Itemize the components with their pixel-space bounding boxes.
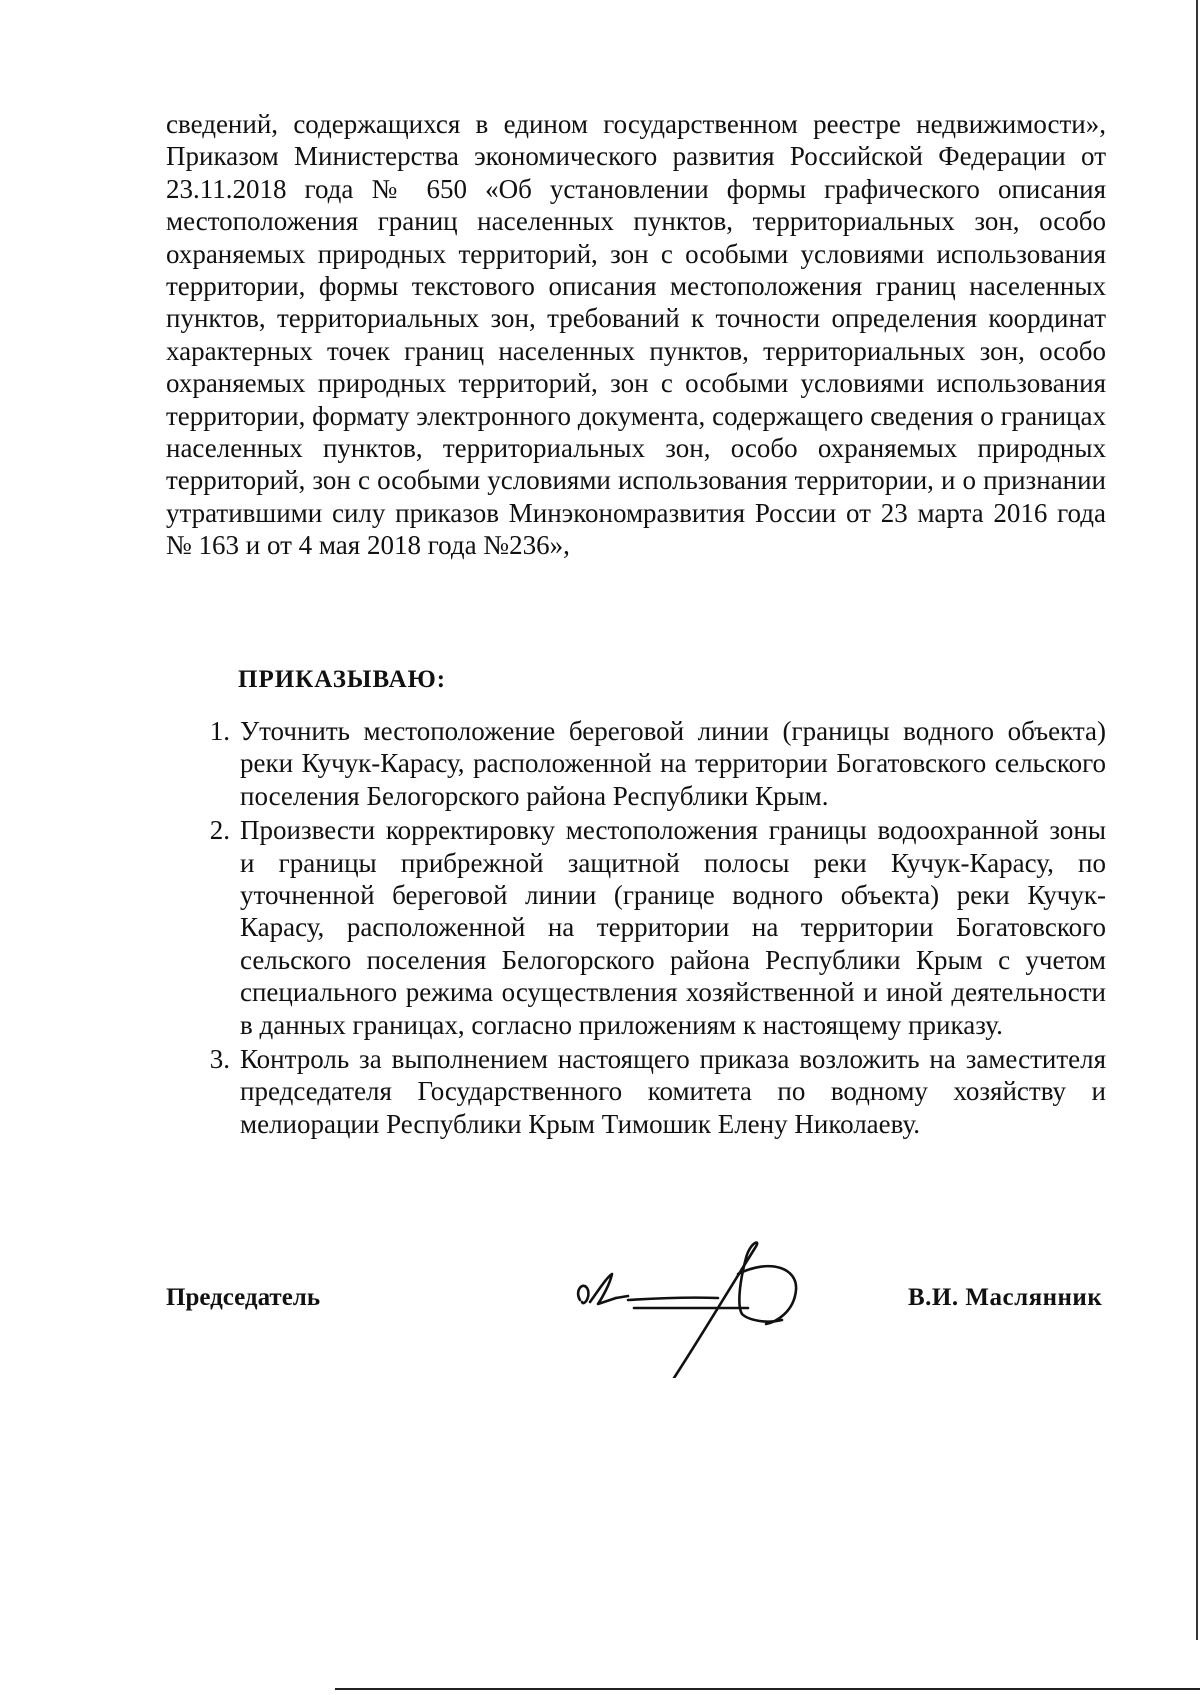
scan-edge-right [1196, 0, 1198, 1695]
intro-paragraph: сведений, содержащихся в едином государственном реестре недвижимости», Приказом Министерства экономического развития Российской Федерации от 23.11.2018 года № 650 «Об установлении формы графического описания местоположения границ населенных пунктов, территориальных зон, особо охраняемых природных территорий, зон с особыми условиями использования территории, формы текстового описания местоположения границ населенных пунктов, территориальных зон, требований к точности определения координат характерных точек границ населенных пунктов, территориальных зон, особо охраняемых природных территорий, зон с особыми условиями использования территории, формату электронного документа, содержащего сведения о границах населенных пунктов, территориальных зон, особо охраняемых природных территорий, зон с особыми условиями использования территории, и о признании утратившими силу приказов Минэкономразвития России от 23 марта 2016 года № 163 и от 4 мая 2018 года №236», [166, 109, 1106, 561]
handwritten-signature [570, 1228, 850, 1378]
list-item [166, 715, 1106, 812]
item-text: Уточнить местоположение береговой линии (границы водного объекта) реки Кучук-Карасу, расположенной на территории Богатовского сельского поселения Белогорского района Республики Крым. [240, 716, 1106, 811]
item-number: 2. [209, 815, 230, 846]
item-text: Контроль за выполнением настоящего приказа возложить на заместителя председателя Государственного комитета по водному хозяйству и мелиорации Республики Крым Тимошик Елену Николаеву. [240, 1044, 1106, 1139]
item-number: 3. [209, 1044, 230, 1075]
list-item [166, 814, 1106, 1041]
list-item [166, 1043, 1106, 1140]
order-items-list [166, 715, 1106, 1140]
item-text: Произвести корректировку местоположения границы водоохранной зоны и границы прибрежной защитной полосы реки Кучук-Карасу, по уточненной береговой линии (границе водного объекта) реки Кучук-Карасу, расположенной на территории на территории Богатовского сельского поселения Белогорского района Республики Крым с учетом специального режима осуществления хозяйственной и иной деятельности в данных границах, согласно приложениям к настоящему приказу. [240, 815, 1106, 1040]
order-heading: ПРИКАЗЫВАЮ: [238, 666, 447, 693]
signer-name: В.И. Маслянник [908, 1284, 1103, 1311]
scan-edge-bottom [335, 1688, 1200, 1690]
item-number: 1. [209, 716, 230, 746]
position-title: Председатель [166, 1284, 321, 1311]
